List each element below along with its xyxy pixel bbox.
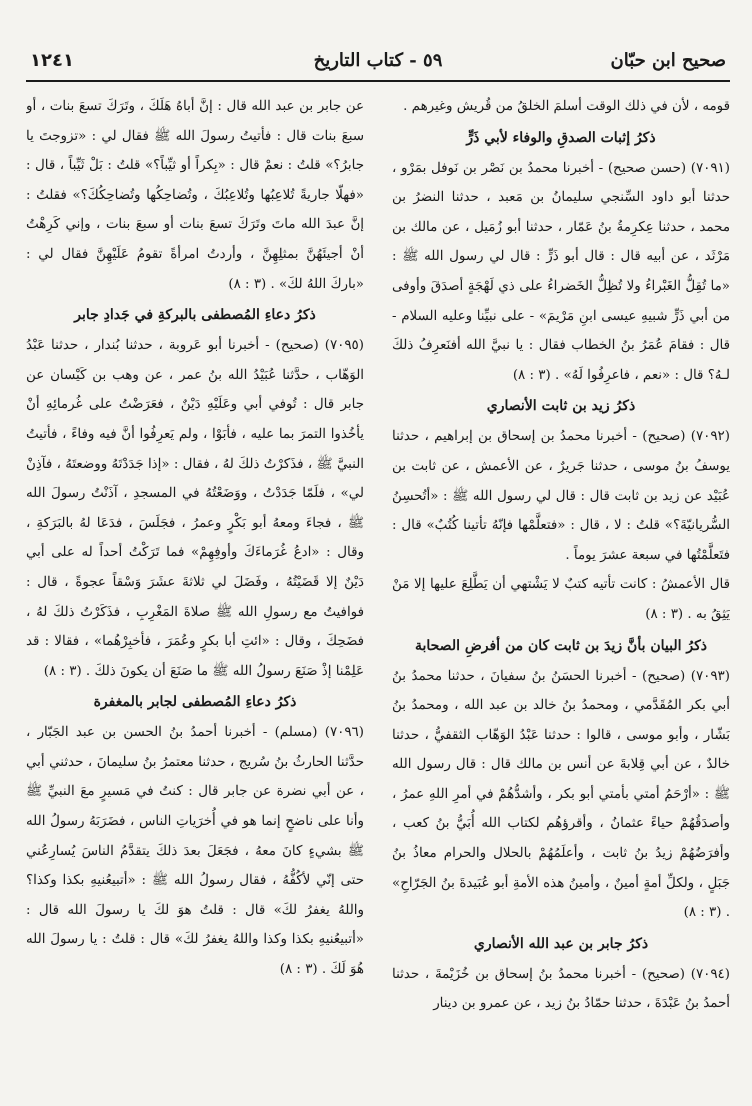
paragraph: (٧٠٩٢) (صحيح) - أخبرنا محمدُ بن إسحاق بن إبراهيم ، حدثنا يوسفُ بنُ موسى ، حدثنا جَريرٌ ، عن الأعمش ، عن ثابت بن عُبَيْد عن زيد بن ثابت قال : قال لي رسول الله ﷺ : «أتُحسِنُ السُّريانيّةَ؟» قلتُ : لا ، قال : «فتعلَّمْها فإنّهُ تأتينا كُتُبٌ» قال : فتَعلَّمْتُها في سبعة عشرَ يوماً .: [392, 429, 730, 563]
paragraph: عن جابر بن عبد الله قال : إنَّ أباهُ هَلَكَ ، وتَرَكَ تسعَ بنات ، أو سبعَ بنات قال : فأتيتُ رسولَ الله ﷺ فقال لي : «تزوجتَ يا جابرُ؟» قلتُ : نعمْ قال : «بِكراً أو ثيِّباً؟» قلتُ : بَلْ ثَيِّباً ، قال : «فهلّا جاريةً تُلاعِبُها وتُلاعِبُكَ ، وتُضاحِكُها وتُضاحِكُكَ؟» فقلتُ : إنَّ عبدَ الله ماتَ وتَرَكَ تسعَ بنات أو سبعَ بنات ، وإني كَرِهْتُ أنْ أجيئَهُنَّ بمثلِهِنَّ ، وأردتُ امرأةً تقومُ عَلَيْهِنَّ فقال لي : «باركَ اللهُ لكَ» . (٣ : ٨): [26, 99, 364, 292]
section-heading: ذكرُ زيد بن ثابت الأنصاري: [486, 398, 636, 415]
paragraph: (٧٠٩٥) (صحيح) - أخبرنا أبو عَروبة ، حدثنا بُندار ، حدثنا عَبْدُ الوَهّاب ، حدَّثنا عُبَيْدُ الله بنُ عمر ، عن وهب بن كَيْسان عن جابر قال : تُوفي أبي وعَلَيْهِ دَيْنٌ ، فعَرَضْتُ على غُرمائِهِ أنْ يأخُذوا التمرَ بما عليه ، فأبَوْا ، ولم يَعرِفُوا أنَّ فيه وفاءً ، فأتيتُ النبيَّ ﷺ ، فذَكرْتُ ذلكَ لهُ ، فقال : «إذا جَدَدْتَهُ ووضعتَهُ ، فآذِنْ لي» ، فلَمّا جَدَدْتُ ، ووَضَعْتُهُ في المسجدِ ، آذَنْتُ رسولَ الله ﷺ ، فجاءَ ومعهُ أبو بَكْرٍ وعمرُ ، فجَلَسَ ، فدَعَا لهُ بالبَرَكةِ ، وقال : «ادعُ غُرَماءَكَ وأوفِهِمْ» فما تَرَكْتُ أحداً له على أبي دَيْنٌ إلا قَضَيْتُهُ ، وفَضَلَ لي ثلاثةَ عشَرَ وَسْقاً عجوةً ، قال : فوافيتُ مع رسولِ الله ﷺ صلاةَ المَغْرِبِ ، فذَكَرْتُ ذلكَ لهُ ، فضَحِكَ ، وقال : «ائتِ أبا بكرٍ وعُمَرَ ، فأخبِرْهُما» ، فقالا : قد عَلِمْنا إذْ صَنَعَ رسولُ الله ﷺ ما صَنَعَ أن يكونَ ذلكَ . (٣ : ٨): [26, 338, 364, 679]
paragraph: (٧٠٩٣) (صحيح) - أخبرنا الحسَنُ بنُ سفيانَ ، حدثنا محمدُ بنُ أبي بكر المُقَدَّمي ، ومحمدُ بنُ خالد بن عبد الله ، ومحمدُ بنُ بَشّار ، وأبو موسى ، قالوا : حدثنا عَبْدُ الوَهّاب الثقفيُّ ، حدثنا خالدٌ ، عن أبي قِلابةَ عن أنس بن مالك قال : قال رسول الله ﷺ : «أرْحَمُ أمتي بأمتي أبو بكر ، وأشدُّهُمْ في أمرِ اللهِ عمرُ ، وأصدَقُهُمْ حياءً عثمانُ ، وأقرؤهُم لكتاب الله أُبَيُّ بنُ كعب ، وأفرَضُهُمْ زيدُ بنُ ثابت ، وأعلَمُهُمْ بالحلال والحرام معاذُ بنُ جَبَلٍ ، ولكلِّ أمةٍ أمينٌ ، وأمينُ هذه الأمةِ أبو عُبَيدةَ بنُ الجَرّاحِ» . (٣ : ٨): [392, 668, 730, 921]
paragraph: قومه ، لأن في ذلك الوقت أسلمَ الخلقُ من قُريش وغيرهم .: [403, 99, 730, 114]
section-heading: ذكرُ دعاءِ المُصطفى لجابر بالمغفرة: [93, 694, 297, 711]
paragraph: (٧٠٩٤) (صحيح) - أخبرنا محمدُ بنُ إسحاق بن خُزَيْمةَ ، حدثنا أحمدُ بنُ عَبْدَةَ ، حدثنا حمّادُ بنُ زيد ، عن عمرو بن دينار: [392, 966, 730, 1012]
section-heading: ذكرُ جابر بن عبد الله الأنصاري: [473, 935, 649, 952]
paragraph: (٧٠٩١) (حسن صحيح) - أخبرنا محمدُ بن نَصْر بن نَوفل بمَرْو ، حدثنا أبو داود السِّنجي سليمانُ بن مَعبد ، حدثنا النضرُ بن محمد ، حدثنا عِكرِمةُ بنُ عَمّار ، حدثنا أبو زُمَيل ، عن مالك بن مَرْثَد ، عن أبيه قال : قال أبو ذَرٍّ : قال لي رسول الله ﷺ : «ما تُقِلُّ الغَبْراءُ ولا تُظِلُّ الخَضراءُ على ذي لَهْجَةٍ أصدَقَ وأوفى من أبي ذَرٍّ شبيهِ عيسى ابنِ مَرْيمَ» - على نبيِّنا وعليه السلام - قال : فقامَ عُمَرُ بنُ الخطاب فقال : يا نبيَّ الله أفنَعرِفُ ذلكَ لـهُ؟ قال : «نعم ، فاعرِفُوا لَهُ» . (٣ : ٨): [392, 160, 730, 383]
section-heading: ذكرُ إثبات الصدقِ والوفاء لأبي ذَرٍّ: [466, 129, 656, 146]
section-heading: ذكرُ البيان بأنَّ زيدَ بن ثابت كان من أفرضِ الصحابة: [414, 637, 708, 654]
chapter-title: ٥٩ - كتاب التاريخ: [313, 50, 443, 71]
left-column: [26, 92, 364, 1087]
paragraph: (٧٠٩٦) (مسلم) - أخبرنا أحمدُ بنُ الحسن بن عبد الجَبّار ، حدَّثنا الحارثُ بنُ سُريج ، حدثنا معتمرُ بنُ سليمانَ ، حدثني أبي ، عن أبي نضرة عن جابر قال : كنتُ في مَسيرٍ معَ النبيِّ ﷺ وأنا على ناضحٍ إنما هو في أُخرَياتِ الناس ، فضَرَبَهُ رسولُ الله ﷺ بشيءٍ كانَ معهُ ، فجَعَلَ بعدَ ذلكَ يتقدَّمُ الناسَ يُسارِعُني حتى إنّي لأكُفُّهُ ، فقال رسولُ الله ﷺ : «أتبيعُنيهِ بكذا وكذا؟ واللهُ يغفرُ لكَ» قال : قلتُ هوَ لكَ يا رسولَ الله قال : «أتبيعُنيهِ بكذا وكذا واللهُ يغفرُ لكَ» قال : قلتُ : يا رسولَ الله هُوَ لَكَ . (٣ : ٨): [26, 725, 364, 978]
book-title: صحيح ابن حبّان: [610, 50, 726, 71]
book-page: [26, 40, 730, 1090]
right-column: [392, 92, 730, 1087]
page-number: ١٢٤١: [30, 50, 74, 71]
page-header: [26, 40, 730, 82]
paragraph: قال الأعمشُ : كانت تأتيه كتبٌ لا يَشْتهي أن يَطَّلِعَ عليها إلا مَنْ يَثِقُ به . (٣ : ٨): [392, 577, 730, 622]
section-heading: ذكرُ دعاءِ المُصطفى بالبركةِ في جَدادِ جابر: [74, 307, 316, 324]
